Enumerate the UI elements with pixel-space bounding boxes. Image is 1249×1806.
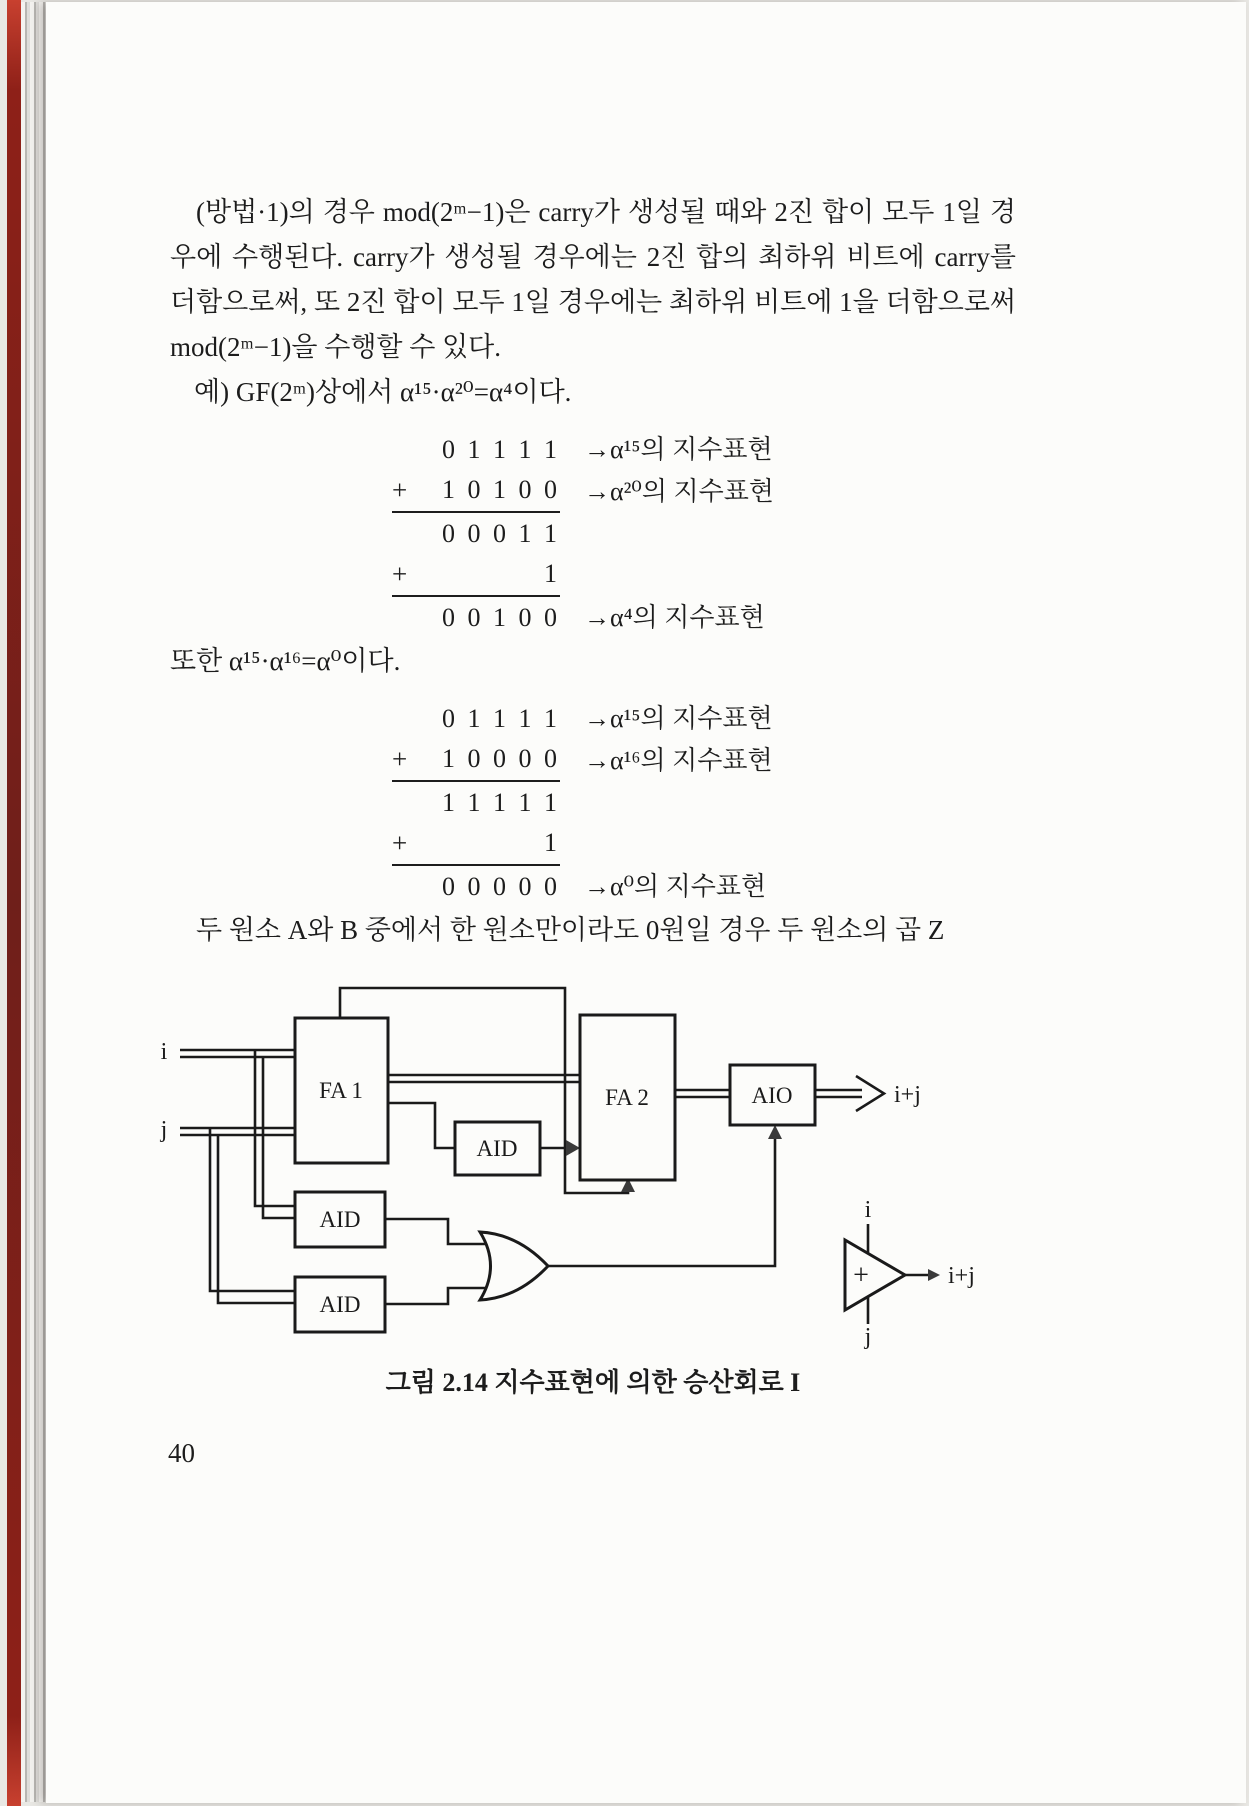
wire-aid-b-to-or	[385, 1288, 491, 1304]
wire-aio-output	[815, 1090, 862, 1097]
fa1-label: FA 1	[319, 1078, 363, 1103]
binary-bits: 0 1 1 1 1	[442, 704, 560, 733]
addition-row	[392, 740, 1016, 782]
addition-row	[392, 429, 1016, 471]
addition-row	[392, 513, 1016, 555]
book-spine	[7, 0, 21, 1806]
input-i-label: i	[160, 1039, 168, 1065]
paragraph-example-intro: 예) GF(2ᵐ)상에서 α¹⁵·α²⁰=α⁴이다.	[194, 377, 572, 407]
addition-block-1	[392, 429, 1016, 639]
arrowhead-adder-out	[928, 1269, 940, 1281]
adder-in-i-label: i	[864, 1197, 872, 1223]
paragraph-zero-element: 두 원소 A와 B 중에서 한 원소만이라도 0원일 경우 두 원소의 곱 Z	[196, 915, 945, 945]
exponent-label: →α²⁰의 지수표현	[584, 477, 774, 506]
plus-sign: +	[392, 559, 408, 589]
arrowhead-into-aio-bottom	[768, 1125, 782, 1139]
paragraph-also: 또한 α¹⁵·α¹⁶=α⁰이다.	[170, 646, 401, 676]
binary-bits: 1	[544, 828, 560, 857]
input-j-label: j	[160, 1117, 168, 1143]
wire-fa2-to-aio	[675, 1090, 730, 1097]
plus-sign	[392, 866, 438, 908]
wire-input-j	[180, 1128, 295, 1135]
binary-bits: 1 0 0 0 0	[442, 744, 560, 773]
binary-bits: 0 0 0 0 0	[442, 872, 560, 901]
addition-row	[392, 782, 1016, 824]
aio-label: AIO	[751, 1083, 793, 1108]
binary-bits: 1	[544, 559, 560, 588]
circuit-figure	[150, 978, 1030, 1358]
page-content	[170, 190, 1016, 953]
wire-fa1-to-aid-mid	[388, 1103, 455, 1148]
adder-plus-sign: +	[853, 1260, 869, 1291]
binary-bits: 0 0 0 1 1	[442, 519, 560, 548]
plus-sign: +	[392, 744, 408, 774]
binary-bits: 1 1 1 1 1	[442, 788, 560, 817]
exponent-label: →α⁰의 지수표현	[584, 872, 767, 901]
wire-input-i	[180, 1050, 295, 1057]
plus-sign	[392, 597, 438, 639]
binary-bits: 1 0 1 0 0	[442, 475, 560, 504]
arrowhead-into-fa2-left	[566, 1140, 580, 1156]
binary-bits: 0 1 1 1 1	[442, 435, 560, 464]
exponent-label: →α¹⁵의 지수표현	[584, 435, 773, 464]
adder-in-j-label: j	[864, 1324, 872, 1350]
wire-aid-a-to-or	[385, 1219, 491, 1244]
plus-sign	[392, 429, 438, 471]
addition-block-2	[392, 698, 1016, 908]
binary-bits: 0 0 1 0 0	[442, 603, 560, 632]
plus-sign: +	[392, 828, 408, 858]
or-gate	[480, 1232, 548, 1300]
addition-row	[392, 824, 1016, 866]
figure-caption: 그림 2.14 지수표현에 의한 승산회로 I	[385, 1368, 801, 1397]
exponent-label: →α¹⁶의 지수표현	[584, 746, 773, 775]
addition-row	[392, 597, 1016, 639]
plus-sign	[392, 513, 438, 555]
plus-sign	[392, 782, 438, 824]
output-main-label: i+j	[894, 1082, 921, 1108]
plus-sign: +	[392, 475, 408, 505]
aid-a-label: AID	[319, 1207, 361, 1232]
exponent-label: →α⁴의 지수표현	[584, 603, 765, 632]
paragraph-method1: (방법·1)의 경우 mod(2ᵐ−1)은 carry가 생성될 때와 2진 합이 모두 1일 경우에 수행된다. carry가 생성될 경우에는 2진 합의 최하위 비트에 carry를 더함으로써, 또 2진 합이 모두 1일 경우에는 최하위 비트에 1을 더함으로써 mod(2ᵐ−1)을 수행할 수 있다.	[170, 197, 1016, 362]
wire-j-to-aid-b	[210, 1128, 295, 1303]
aid-b-label: AID	[319, 1292, 361, 1317]
page-number: 40	[168, 1438, 195, 1468]
addition-row	[392, 698, 1016, 740]
addition-row	[392, 555, 1016, 597]
fa2-label: FA 2	[605, 1085, 649, 1110]
adder-out-label: i+j	[948, 1263, 975, 1289]
addition-row	[392, 866, 1016, 908]
exponent-label: →α¹⁵의 지수표현	[584, 704, 773, 733]
page-edge-lines	[21, 2, 46, 1802]
aid-mid-label: AID	[476, 1136, 518, 1161]
output-arrowhead	[856, 1076, 884, 1111]
addition-row	[392, 471, 1016, 513]
wire-fa1-to-fa2	[388, 1075, 580, 1082]
plus-sign	[392, 698, 438, 740]
